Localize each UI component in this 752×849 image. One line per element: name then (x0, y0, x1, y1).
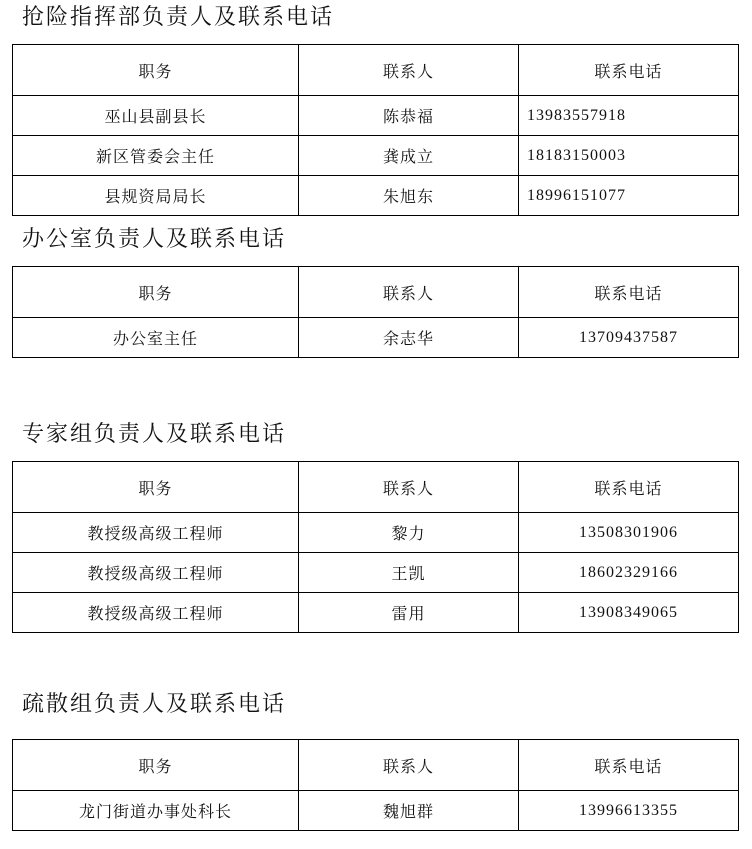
header-contact: 联系人 (299, 462, 519, 513)
table-row (13, 513, 739, 553)
experts-contact-table (12, 461, 739, 633)
cell-phone: 13996613355 (519, 791, 739, 831)
table-row (13, 318, 739, 358)
table-row (13, 176, 739, 216)
cell-contact: 龚成立 (299, 136, 519, 176)
cell-phone: 18602329166 (519, 553, 739, 593)
header-position: 职务 (13, 267, 299, 318)
cell-position: 教授级高级工程师 (13, 553, 299, 593)
cell-phone: 13709437587 (519, 318, 739, 358)
table-row (13, 593, 739, 633)
header-phone: 联系电话 (519, 740, 739, 791)
table-row (13, 136, 739, 176)
header-position: 职务 (13, 740, 299, 791)
table-row (13, 791, 739, 831)
office-contact-table (12, 266, 739, 358)
cell-phone: 13508301906 (519, 513, 739, 553)
cell-position: 巫山县副县长 (13, 96, 299, 136)
table-row (13, 96, 739, 136)
header-contact: 联系人 (299, 740, 519, 791)
cell-contact: 朱旭东 (299, 176, 519, 216)
cell-contact: 王凯 (299, 553, 519, 593)
table-header-row (13, 45, 739, 96)
section-title-office: 办公室负责人及联系电话 (22, 227, 287, 252)
cell-contact: 雷用 (299, 593, 519, 633)
table-header-row (13, 462, 739, 513)
header-phone: 联系电话 (519, 45, 739, 96)
cell-phone: 18183150003 (519, 136, 739, 176)
cell-contact: 余志华 (299, 318, 519, 358)
cell-position: 教授级高级工程师 (13, 513, 299, 553)
table-header-row (13, 267, 739, 318)
evacuation-contact-table (12, 739, 739, 831)
cell-contact: 黎力 (299, 513, 519, 553)
cell-position: 新区管委会主任 (13, 136, 299, 176)
table-header-row (13, 740, 739, 791)
cell-phone: 13908349065 (519, 593, 739, 633)
cell-position: 龙门街道办事处科长 (13, 791, 299, 831)
header-phone: 联系电话 (519, 462, 739, 513)
cell-position: 办公室主任 (13, 318, 299, 358)
table-row (13, 553, 739, 593)
header-position: 职务 (13, 45, 299, 96)
header-phone: 联系电话 (519, 267, 739, 318)
section-title-evacuation: 疏散组负责人及联系电话 (22, 692, 287, 717)
cell-phone: 13983557918 (519, 96, 739, 136)
cell-contact: 陈恭福 (299, 96, 519, 136)
cell-contact: 魏旭群 (299, 791, 519, 831)
section-title-command: 抢险指挥部负责人及联系电话 (22, 5, 335, 30)
command-contact-table (12, 44, 739, 216)
cell-position: 教授级高级工程师 (13, 593, 299, 633)
cell-position: 县规资局局长 (13, 176, 299, 216)
header-contact: 联系人 (299, 267, 519, 318)
section-title-experts: 专家组负责人及联系电话 (22, 422, 287, 447)
header-contact: 联系人 (299, 45, 519, 96)
header-position: 职务 (13, 462, 299, 513)
cell-phone: 18996151077 (519, 176, 739, 216)
